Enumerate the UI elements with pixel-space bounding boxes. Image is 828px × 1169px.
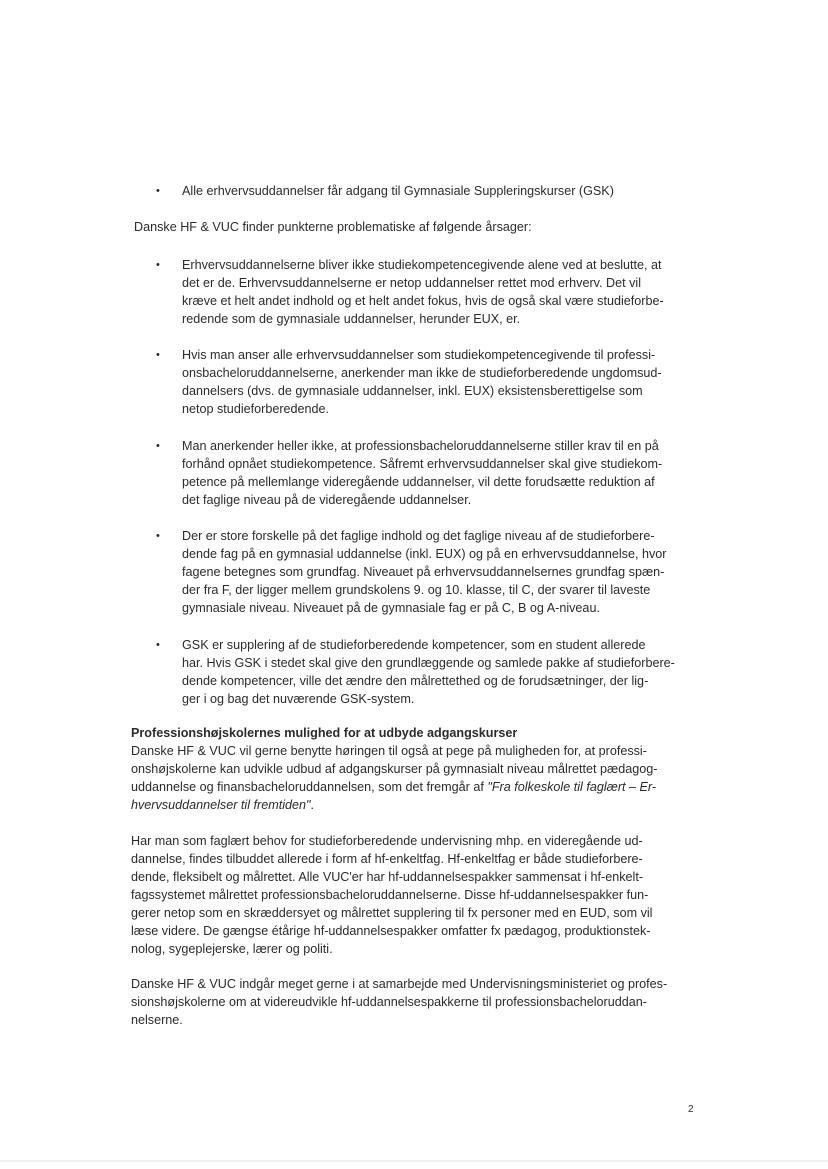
text-line: ger i og bag det nuværende GSK-system.: [182, 692, 415, 706]
text-plain: uddannelse og finansbacheloruddannelsen, som det fremgår af: [131, 780, 488, 794]
text-line: Der er store forskelle på det faglige indhold og det faglige niveau af de studieforbere-: [182, 529, 655, 543]
bullet-text: [182, 346, 702, 418]
text-line: der fra F, der ligger mellem grundskolens 9. og 10. klasse, til C, der svarer til laveste: [182, 583, 651, 597]
text-line: dende kompetencer, ville det ændre den målrettethed og de forudsætninger, der lig-: [182, 674, 649, 688]
text-line: Har man som faglært behov for studieforberedende undervisning mhp. en videregående ud-: [131, 834, 643, 848]
bullet-icon: •: [156, 259, 160, 271]
section-heading: Professionshøjskolernes mulighed for at udbyde adgangskurser: [131, 726, 518, 740]
text-line: GSK er supplering af de studieforberedende kompetencer, som en student allerede: [182, 638, 646, 652]
text-line: forhånd opnået studiekompetence. Såfremt erhvervsuddannelser skal give studiekom-: [182, 457, 663, 471]
text-line: petence på mellemlange videregående uddannelser, vil dette forudsætte reduktion af: [182, 475, 655, 489]
paragraph-hf-enkeltfag: [131, 832, 701, 958]
text-line: redende som de gymnasiale uddannelser, herunder EUX, er.: [182, 312, 521, 326]
bullet-text: [182, 437, 702, 509]
bullet-icon: •: [156, 185, 160, 197]
text-line: dannelsers (dvs. de gymnasiale uddannelser, inkl. EUX) eksistensberettigelse som: [182, 384, 643, 398]
bullet-icon: •: [156, 440, 160, 452]
page-number: 2: [688, 1104, 694, 1115]
intro-paragraph: [134, 218, 704, 236]
text-line: dende, fleksibelt og målrettet. Alle VUC'er har hf-uddannelsespakker sammensat i hf-enkelt-: [131, 870, 644, 884]
bullet-icon: •: [156, 530, 160, 542]
text-line: Danske HF & VUC indgår meget gerne i at samarbejde med Undervisningsministeriet og profes-: [131, 977, 668, 991]
section-professionshojskoler: [131, 724, 701, 814]
bullet-text: [182, 636, 702, 708]
text-line: onsbacheloruddannelserne, anerkender man ikke de studieforberedende ungdomsud-: [182, 366, 662, 380]
text-line-mixed: [131, 796, 701, 814]
publication-title-italic: hvervsuddannelser til fremtiden": [131, 798, 311, 812]
text-line: nelserne.: [131, 1013, 183, 1027]
text-line: dende fag på en gymnasial uddannelse (inkl. EUX) og på en erhvervsuddannelse, hvor: [182, 547, 667, 561]
text-line: onshøjskolerne kan udvikle udbud af adgangskurser på gymnasialt niveau målrettet pædagog-: [131, 762, 658, 776]
bullet-icon: •: [156, 349, 160, 361]
text-line: det faglige niveau på de videregående uddannelser.: [182, 493, 472, 507]
bullet-text: [182, 256, 702, 328]
text-line: dannelse, findes tilbuddet allerede i form af hf-enkeltfag. Hf-enkeltfag er både studieforbere-: [131, 852, 643, 866]
text-line: gymnasiale niveau. Niveauet på de gymnasiale fag er på C, B og A-niveau.: [182, 601, 600, 615]
bullet-text: [182, 527, 702, 617]
bullet-icon: •: [156, 639, 160, 651]
text-line: Man anerkender heller ikke, at professionsbacheloruddannelserne stiller krav til en på: [182, 439, 659, 453]
text-line: nolog, sygeplejerske, lærer og politi.: [131, 942, 333, 956]
bullet-text: [182, 182, 702, 200]
page-bottom-edge: [0, 1160, 828, 1162]
text-line: har. Hvis GSK i stedet skal give den grundlæggende og samlede pakke af studieforbere-: [182, 656, 675, 670]
text-plain: .: [310, 798, 314, 812]
text-line: gerer netop som en skræddersyet og målrettet supplering til fx personer med en EUD, som vil: [131, 906, 653, 920]
text-line: Danske HF & VUC finder punkterne problematiske af følgende årsager:: [134, 220, 532, 234]
text-line: netop studieforberedende.: [182, 402, 330, 416]
text-line-mixed: [131, 778, 701, 796]
text-line: Hvis man anser alle erhvervsuddannelser som studiekompetencegivende til professi-: [182, 348, 656, 362]
paragraph-samarbejde: [131, 975, 701, 1029]
text-line: kræve et helt andet indhold og et helt andet fokus, hvis de også skal være studieforbe-: [182, 294, 664, 308]
text-line: det er de. Erhvervsuddannelserne er netop uddannelser rettet mod erhverv. Det vil: [182, 276, 641, 290]
text-line: Danske HF & VUC vil gerne benytte høringen til også at pege på muligheden for, at professi-: [131, 744, 647, 758]
text-line: læse videre. De gængse étårige hf-uddannelsespakker omfatter fx pædagog, produktionstek-: [131, 924, 651, 938]
text-line: Alle erhvervsuddannelser får adgang til Gymnasiale Suppleringskurser (GSK): [182, 184, 614, 198]
text-line: fagene betegnes som grundfag. Niveauet på erhvervsuddannelsernes grundfag spæn-: [182, 565, 665, 579]
text-line: fagssystemet målrettet professionsbacheloruddannelserne. Disse hf-uddannelsespakker fun-: [131, 888, 649, 902]
text-line: sionshøjskolerne om at videreudvikle hf-uddannelsespakkerne til professionsbacheloruddan-: [131, 995, 647, 1009]
publication-title-italic: "Fra folkeskole til faglært – Er-: [487, 780, 657, 794]
text-line: Erhvervsuddannelserne bliver ikke studiekompetencegivende alene ved at beslutte, at: [182, 258, 662, 272]
